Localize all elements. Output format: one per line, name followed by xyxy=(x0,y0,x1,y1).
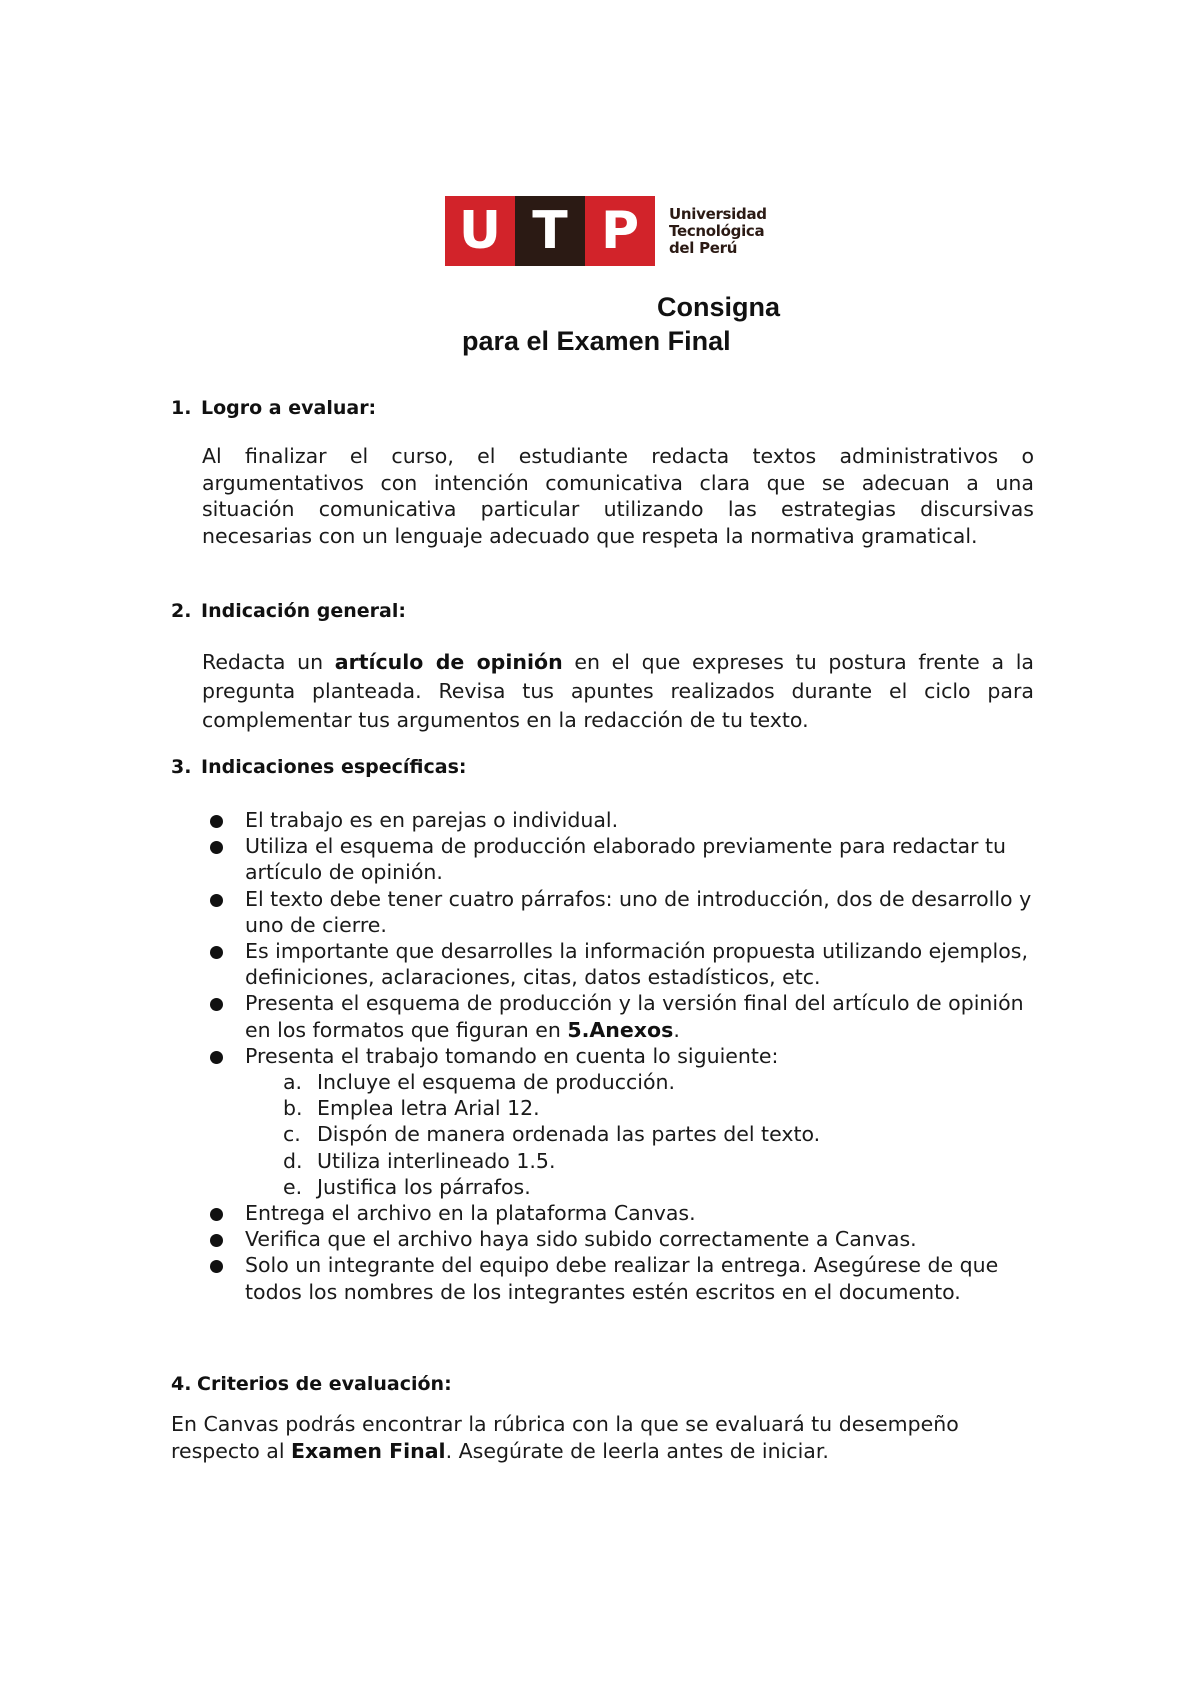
list-item xyxy=(210,886,1040,938)
text-run: En Canvas podrás encontrar la rúbrica con la que se evaluará tu desempeño respecto al xyxy=(171,1412,959,1463)
logo-letter-u: U xyxy=(458,201,502,261)
sub-item-letter: e. xyxy=(283,1174,303,1199)
list-item xyxy=(210,1252,1040,1304)
sub-item-letter: c. xyxy=(283,1122,301,1147)
section-4-heading xyxy=(171,1373,452,1395)
section-title: Criterios de evaluación: xyxy=(197,1373,452,1395)
section-number: 3. xyxy=(171,756,192,778)
sub-item-text: Utiliza interlineado 1.5. xyxy=(317,1148,556,1173)
list-item xyxy=(210,1043,1040,1200)
sub-item-letter: a. xyxy=(283,1070,303,1095)
list-item-text: Presenta el trabajo tomando en cuenta lo siguiente: xyxy=(245,1043,779,1068)
bold-term: 5.Anexos xyxy=(567,1017,674,1042)
bold-term: Examen Final xyxy=(291,1438,446,1463)
sub-item-text: Incluye el esquema de producción. xyxy=(317,1070,676,1095)
bullet-icon xyxy=(210,1051,223,1064)
sub-list xyxy=(245,1069,1040,1200)
section-1-text: Al finalizar el curso, el estudiante redacta textos administrativos o argumentativos con intención comunicativa clara que se adecuan a una situación comunicativa particular utilizando las estrategias discursivas necesarias con un lenguaje adecuado que respeta la normativa gramatical. xyxy=(202,444,1034,548)
section-4-text xyxy=(171,1411,1051,1464)
sub-list-item xyxy=(245,1174,1040,1200)
logo-name-line: del Perú xyxy=(669,238,738,257)
list-item xyxy=(210,938,1040,990)
logo-letter-p: P xyxy=(600,201,640,261)
sub-item-letter: d. xyxy=(283,1148,303,1173)
bullet-icon xyxy=(210,1208,223,1221)
section-number: 1. xyxy=(171,397,192,419)
list-item xyxy=(210,833,1040,885)
sub-list-item xyxy=(245,1069,1040,1095)
logo-institution-name xyxy=(669,206,767,257)
bullet-icon xyxy=(210,946,223,959)
list-item-text: El texto debe tener cuatro párrafos: uno de introducción, dos de desarrollo y uno de cierre. xyxy=(245,886,1032,937)
bullet-icon xyxy=(210,815,223,828)
list-item xyxy=(210,990,1040,1042)
list-item-text: Verifica que el archivo haya sido subido correctamente a Canvas. xyxy=(245,1227,917,1252)
section-number: 2. xyxy=(171,600,192,622)
list-item-text: Es importante que desarrolles la información propuesta utilizando ejemplos, definiciones, aclaraciones, citas, datos estadísticos, etc. xyxy=(245,939,1028,990)
list-item-text: Utiliza el esquema de producción elaborado previamente para redactar tu artículo de opinión. xyxy=(245,834,1007,885)
section-1-heading xyxy=(171,397,376,419)
list-item xyxy=(210,807,1040,833)
bullet-icon xyxy=(210,841,223,854)
title-line-1: Consigna xyxy=(657,292,781,322)
list-item xyxy=(210,1200,1040,1226)
bullet-icon xyxy=(210,1260,223,1273)
logo-mark xyxy=(445,196,655,266)
bullet-icon xyxy=(210,894,223,907)
list-item-text: Entrega el archivo en la plataforma Canvas. xyxy=(245,1201,696,1226)
logo-name-line: Universidad xyxy=(669,204,767,223)
list-item-text: El trabajo es en parejas o individual. xyxy=(245,808,619,832)
sub-list-item xyxy=(245,1121,1040,1147)
logo-letter-t: T xyxy=(515,196,585,266)
text-run: Redacta un xyxy=(202,650,335,674)
list-item-text: Solo un integrante del equipo debe realizar la entrega. Asegúrese de que todos los nombres de los integrantes estén escritos en el documento. xyxy=(245,1253,999,1304)
text-run: en el que expreses tu postura frente a la pregunta planteada. Revisa tus apuntes realizados durante el ciclo para complementar tus argumentos en la redacción de tu texto. xyxy=(202,650,1034,732)
bold-term: artículo de opinión xyxy=(334,650,563,674)
logo-name-line: Tecnológica xyxy=(669,221,765,240)
text-run: . Asegúrate de leerla antes de iniciar. xyxy=(445,1438,829,1463)
bullet-icon xyxy=(210,1234,223,1247)
section-3-heading xyxy=(171,756,467,778)
bullet-icon xyxy=(210,998,223,1011)
specific-instructions-list xyxy=(210,807,1040,1305)
section-title: Indicación general: xyxy=(201,600,406,622)
section-2-text xyxy=(202,648,1034,735)
sub-item-text: Dispón de manera ordenada las partes del texto. xyxy=(317,1122,821,1147)
sub-item-text: Justifica los párrafos. xyxy=(317,1174,531,1199)
section-number: 4. xyxy=(171,1373,192,1395)
section-title: Logro a evaluar: xyxy=(201,397,377,419)
sub-list-item xyxy=(245,1148,1040,1174)
sub-item-letter: b. xyxy=(283,1096,303,1121)
list-item-text: Presenta el esquema de producción y la versión final del artículo de opinión en los formatos que figuran en xyxy=(245,991,1024,1042)
sub-item-text: Emplea letra Arial 12. xyxy=(317,1096,540,1121)
list-item-text: . xyxy=(673,1017,680,1042)
section-title: Indicaciones específicas: xyxy=(201,756,467,778)
utp-logo xyxy=(445,196,767,266)
list-item xyxy=(210,1226,1040,1252)
sub-list-item xyxy=(245,1095,1040,1121)
title-line-2: para el Examen Final xyxy=(462,326,731,356)
section-2-heading xyxy=(171,600,406,622)
